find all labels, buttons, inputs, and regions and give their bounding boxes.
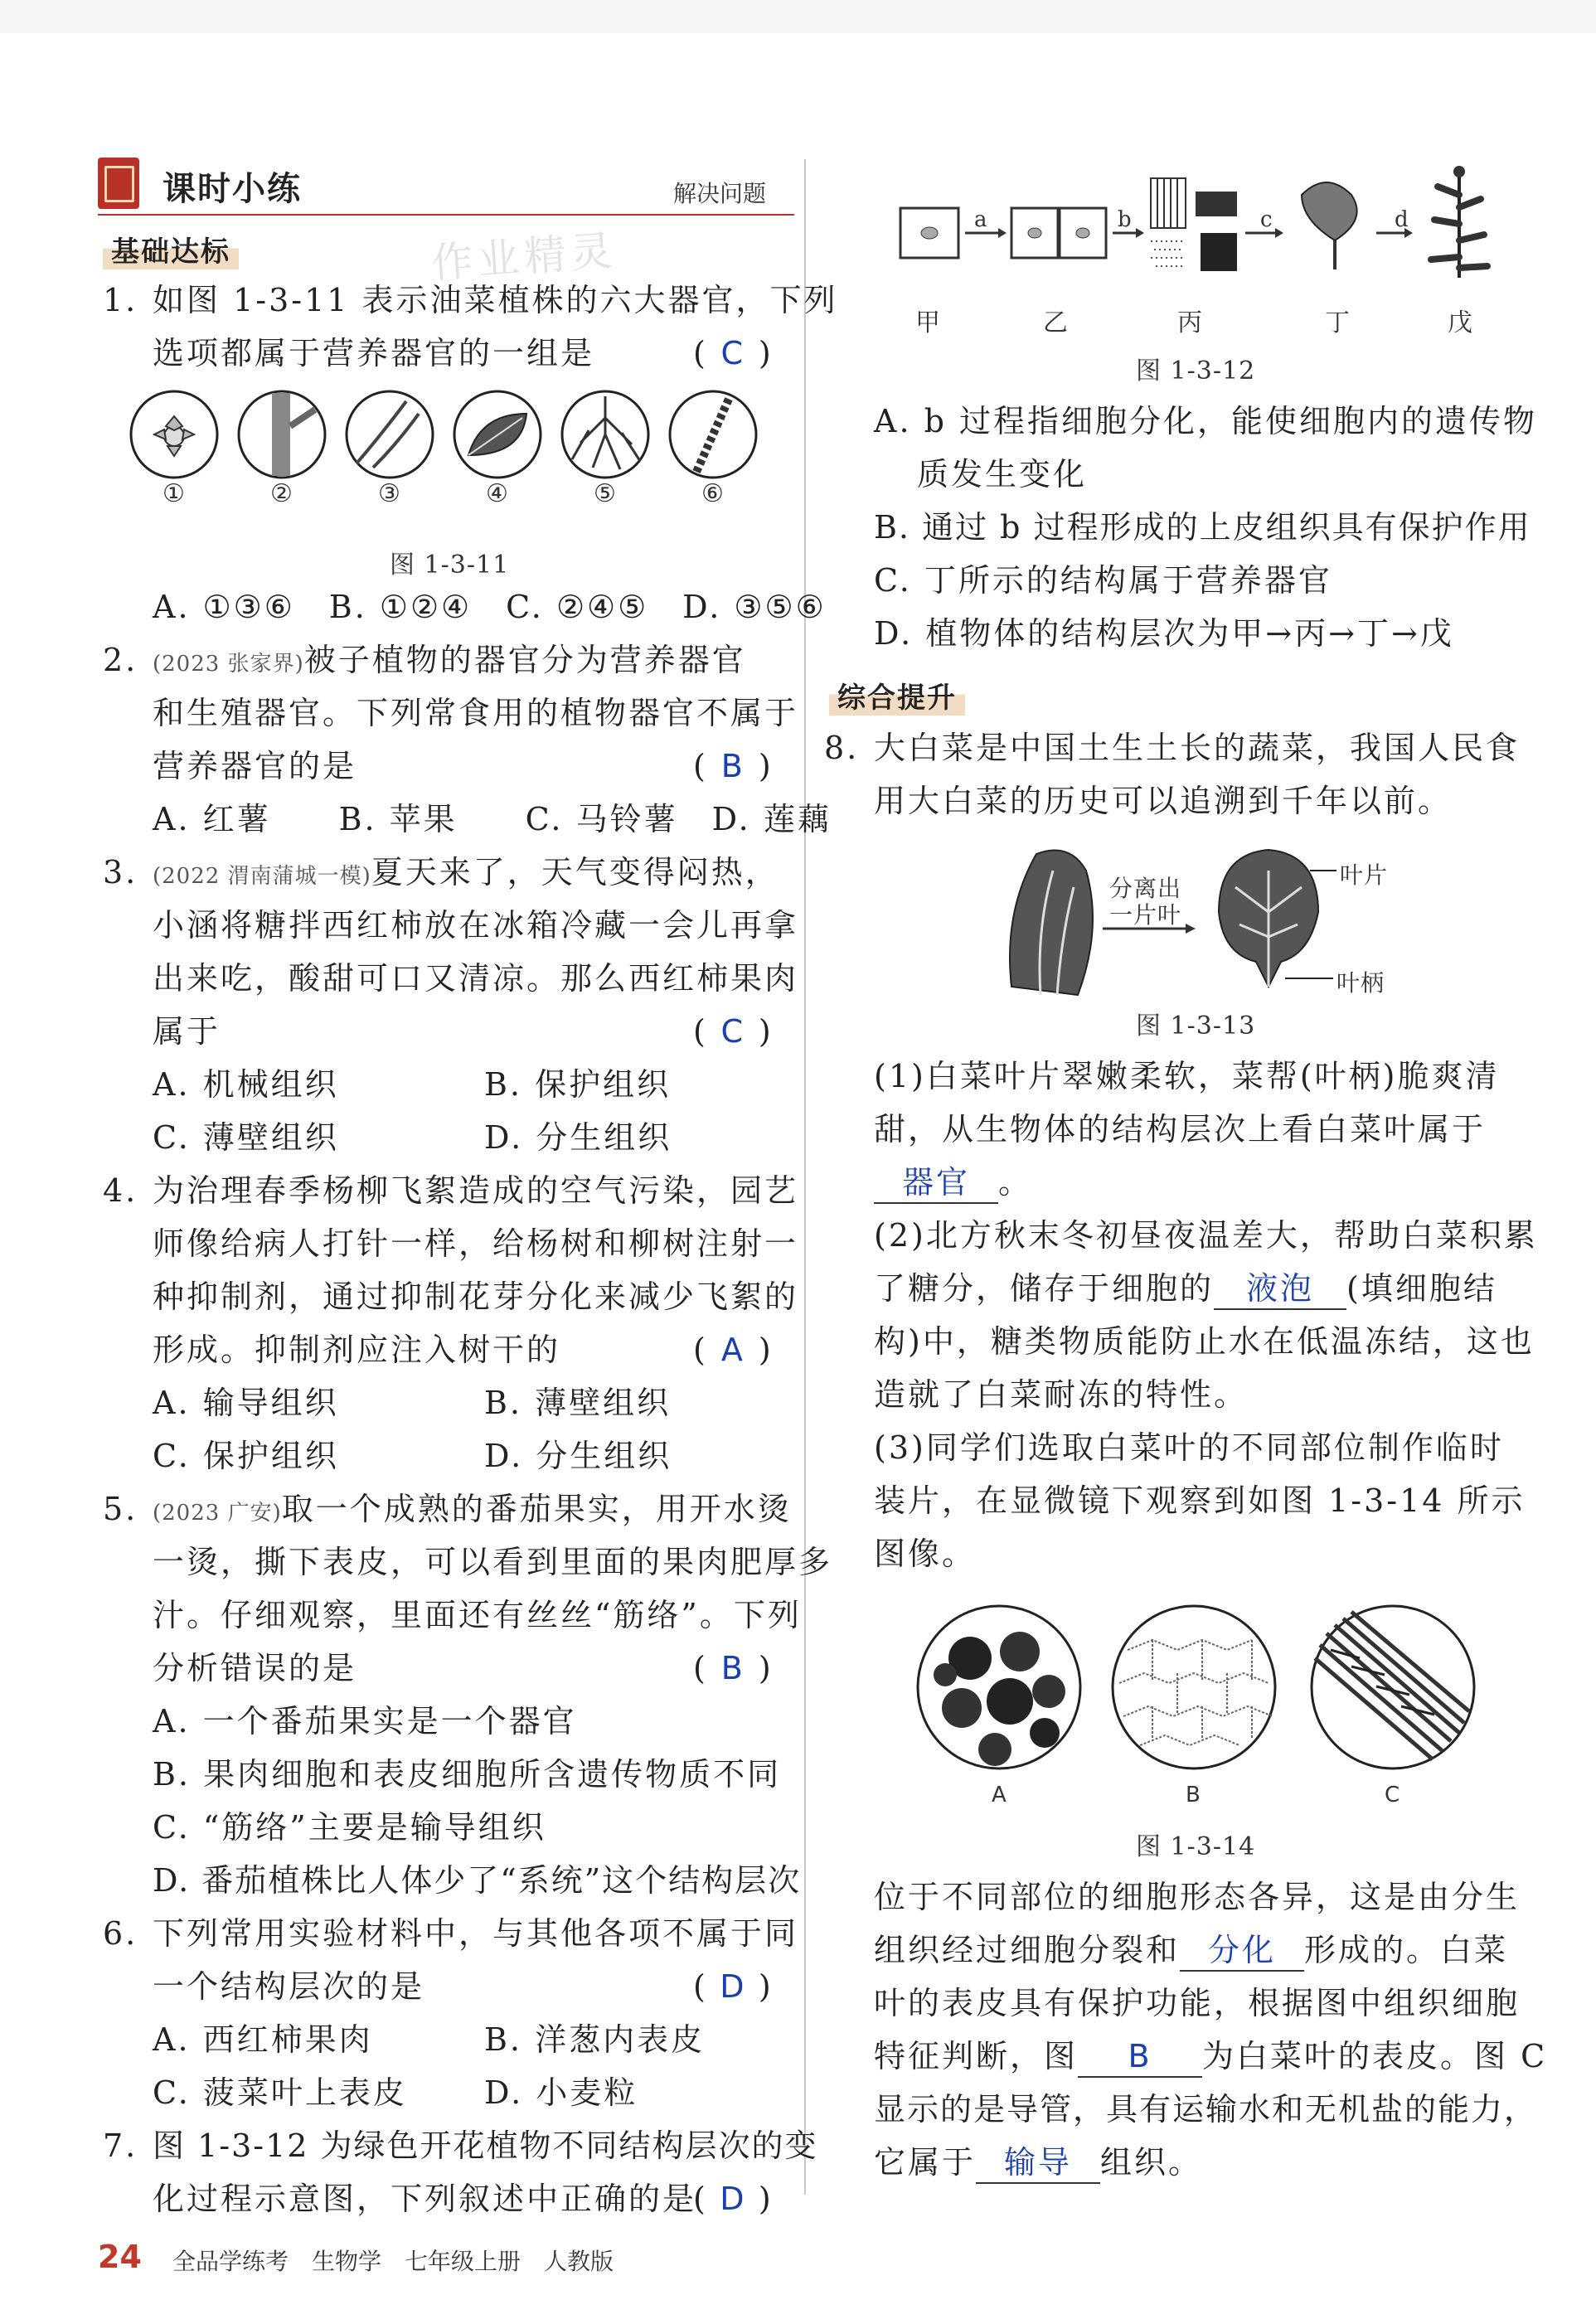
q8-p2-line1: (2)北方秋末冬初昼夜温差大，帮助白菜积累	[874, 1217, 1538, 1254]
q5-answer-paren: ( B )	[693, 1642, 771, 1695]
q4-line3: 种抑制剂，通过抑制花芽分化来减少飞絮的	[153, 1278, 799, 1315]
q1-options: A. ①③⑥ B. ①②④ C. ②④⑤ D. ③⑤⑥	[153, 589, 827, 625]
q8-p3-line9a: 它属于	[874, 2144, 977, 2181]
q4-option-c: C. 保护组织	[153, 1438, 339, 1474]
fig-1-3-12-caption: 图 1-3-12	[1136, 357, 1256, 386]
q6-option-c: C. 菠菜叶上表皮	[153, 2074, 407, 2111]
q8-p3-line5	[874, 1924, 1508, 1977]
q1-answer-paren: ( C )	[693, 327, 771, 380]
q3-source: (2022 渭南蒲城一模)	[153, 864, 371, 889]
arrow-d-label: d	[1395, 207, 1409, 232]
q1-figure	[124, 385, 771, 517]
q7-option-d: D. 植物体的结构层次为甲→丙→丁→戊	[874, 615, 1454, 652]
q1-number: 1.	[103, 282, 138, 318]
page-subtitle: 解决问题	[673, 180, 767, 207]
fig13-label-blade: 叶片	[1340, 861, 1389, 889]
q1-label-4: ④	[486, 479, 509, 508]
stage-tissues-image	[1151, 178, 1237, 271]
q3-number: 3.	[103, 854, 138, 890]
q3-option-c: C. 薄壁组织	[153, 1119, 339, 1156]
q8-p3-line6: 叶的表皮具有保护功能，根据图中组织细胞	[874, 1985, 1521, 2021]
q8-p2-line2b: (填细胞结	[1346, 1270, 1497, 1307]
q5-line4: 分析错误的是	[153, 1650, 357, 1686]
q6-line2: 一个结构层次的是	[153, 1968, 425, 2005]
q8-p2-line4: 造就了白菜耐冻的特性。	[874, 1376, 1249, 1413]
q5-source: (2023 广安)	[153, 1501, 282, 1526]
q7-answer: D	[720, 2181, 745, 2217]
stage-cell-image	[900, 208, 958, 258]
q8-p1-line2: 甜，从生物体的结构层次上看白菜叶属于	[874, 1111, 1487, 1147]
q6-option-d: D. 小麦粒	[484, 2074, 638, 2111]
q8-p1-line3	[874, 1156, 1032, 1209]
q1-caption: 图 1-3-11	[390, 551, 510, 580]
stage-two-cells-image	[1011, 208, 1106, 258]
q3-line4: 属于	[153, 1013, 221, 1050]
q8-p3-line7a: 特征判断，图	[874, 2038, 1079, 2074]
arrow-a-label: a	[974, 207, 988, 232]
q6-line1: 下列常用实验材料中，与其他各项不属于同	[153, 1915, 799, 1952]
q5-option-b: B. 果肉细胞和表皮细胞所含遗传物质不同	[153, 1756, 782, 1793]
q5-option-c: C. “筋络”主要是输导组织	[153, 1809, 546, 1846]
q8-p3-line5b: 形成的。白菜	[1304, 1932, 1509, 1968]
q4-number: 4.	[103, 1172, 138, 1209]
q1-line1: 如图 1-3-11 表示油菜植株的六大器官，下列	[153, 282, 838, 318]
fig-1-3-13	[995, 837, 1459, 1003]
watermark: 作业精灵	[429, 226, 619, 288]
stage-flower-image	[1302, 182, 1357, 269]
q8-p3-line3: 图像。	[874, 1536, 977, 1572]
q5-option-d: D. 番茄植株比人体少了“系统”这个结构层次	[153, 1862, 802, 1899]
fig13-label-petiole: 叶柄	[1336, 969, 1385, 997]
q7-line1: 图 1-3-12 为绿色开花植物不同结构层次的变	[153, 2128, 818, 2164]
fig-1-3-14	[912, 1600, 1492, 1791]
q5-answer: B	[720, 1650, 743, 1686]
q2-answer-paren: ( B )	[693, 740, 771, 793]
q8-p3-answer1: 分化	[1180, 1930, 1304, 1972]
fig14-label-b: B	[1186, 1783, 1201, 1807]
q2-line2: 和生殖器官。下列常食用的植物器官不属于	[153, 695, 799, 731]
q5-number: 5.	[103, 1491, 138, 1527]
micro-image-c	[1312, 1606, 1474, 1768]
stage-jia: 甲	[915, 308, 941, 337]
q7-number: 7.	[103, 2128, 138, 2164]
q3-answer-paren: ( C )	[693, 1005, 771, 1058]
q4-option-d: D. 分生组织	[484, 1438, 672, 1474]
q8-p1-answer: 器官	[874, 1162, 998, 1204]
q4-answer: A	[720, 1332, 743, 1368]
q4-line4: 形成。抑制剂应注入树干的	[153, 1332, 561, 1368]
organ-flower-image	[131, 391, 217, 478]
column-divider	[804, 159, 806, 2195]
q6-option-a: A. 西红柿果肉	[153, 2021, 373, 2058]
q7-option-c: C. 丁所示的结构属于营养器官	[874, 562, 1332, 599]
q3-line1-text: 夏天来了，天气变得闷热，	[371, 854, 779, 890]
page-top-edge	[0, 0, 1596, 33]
q5-line1	[153, 1482, 792, 1540]
cabbage-leaf-image	[1219, 850, 1336, 987]
section-advanced-title: 综合提升	[829, 675, 965, 716]
fig14-label-a: A	[992, 1783, 1007, 1807]
q3-line2: 小涵将糖拌西红柿放在冰箱冷藏一会儿再拿	[153, 907, 799, 944]
q4-line2: 师像给病人打针一样，给杨树和柳树注射一	[153, 1225, 799, 1262]
q6-answer-paren: ( D )	[693, 1960, 771, 2013]
fig-1-3-13-caption: 图 1-3-13	[1136, 1012, 1256, 1041]
q8-number: 8.	[824, 730, 860, 766]
q8-p2-line2	[874, 1262, 1497, 1315]
q2-options: A. 红薯 B. 苹果 C. 马铃薯 D. 莲藕	[153, 801, 832, 837]
q8-p3-line1: (3)同学们选取白菜叶的不同部位制作临时	[874, 1429, 1504, 1466]
section-basic-title: 基础达标	[103, 229, 239, 269]
q8-p3-answer2: B	[1078, 2036, 1202, 2078]
q1-line2: 选项都属于营养器官的一组是	[153, 335, 595, 371]
q6-answer: D	[720, 1968, 745, 2005]
q5-line1-text: 取一个成熟的番茄果实，用开水烫	[281, 1491, 792, 1527]
q1-answer: C	[720, 335, 744, 371]
q1-label-5: ⑤	[594, 479, 617, 508]
q8-p3-answer3: 输导	[976, 2142, 1100, 2184]
micro-image-a	[918, 1606, 1080, 1768]
stage-wu: 戊	[1448, 308, 1473, 337]
q6-number: 6.	[103, 1915, 138, 1952]
q8-p2-answer: 液泡	[1214, 1269, 1346, 1310]
q4-option-b: B. 薄壁组织	[484, 1385, 672, 1421]
q8-p1-end: 。	[998, 1164, 1033, 1201]
micro-image-b	[1113, 1606, 1275, 1768]
q1-label-1: ①	[163, 479, 186, 508]
organ-root-image	[562, 391, 648, 478]
organ-leaf-image	[454, 391, 541, 478]
q3-option-a: A. 机械组织	[153, 1066, 339, 1103]
q2-number: 2.	[103, 642, 138, 678]
arrow-c-label: c	[1260, 207, 1273, 232]
q8-p3-line5a: 组织经过细胞分裂和	[874, 1932, 1181, 1968]
page-number: 24	[98, 2239, 142, 2275]
q8-p3-line9	[874, 2136, 1202, 2189]
q8-p3-line9b: 组织。	[1100, 2144, 1203, 2181]
q8-p2-line3: 构)中，糖类物质能防止水在低温冻结，这也	[874, 1323, 1535, 1360]
q2-line3: 营养器官的是	[153, 748, 357, 784]
q7-option-b: B. 通过 b 过程形成的上皮组织具有保护作用	[874, 509, 1531, 546]
header-rule	[98, 214, 794, 216]
q1-label-2: ②	[270, 479, 293, 508]
cabbage-whole-image	[1010, 851, 1093, 996]
q7-line2: 化过程示意图，下列叙述中正确的是	[153, 2181, 697, 2217]
lesson-icon	[98, 158, 139, 209]
stage-plant-image	[1431, 166, 1487, 278]
q5-line2: 一烫，撕下表皮，可以看到里面的果肉肥厚多	[153, 1544, 833, 1580]
q8-p1-line1: (1)白菜叶片翠嫩柔软，菜帮(叶柄)脆爽清	[874, 1058, 1500, 1094]
q3-option-d: D. 分生组织	[484, 1119, 672, 1156]
q8-line1: 大白菜是中国土生土长的蔬菜，我国人民食	[874, 730, 1521, 766]
q8-p2-line2a: 了糖分，储存于细胞的	[874, 1270, 1215, 1307]
q3-line1	[153, 846, 779, 903]
fig14-label-c: C	[1385, 1783, 1401, 1807]
fig-1-3-14-caption: 图 1-3-14	[1136, 1832, 1256, 1861]
q8-p3-line7	[874, 2030, 1547, 2083]
stage-yi: 乙	[1043, 308, 1069, 337]
fig13-arrow-text1: 分离出	[1109, 875, 1182, 902]
q7-answer-paren: ( D )	[693, 2172, 771, 2225]
q8-line2: 用大白菜的历史可以追溯到千年以前。	[874, 783, 1453, 819]
q5-line3: 汁。仔细观察，里面还有丝丝“筋络”。下列	[153, 1597, 802, 1633]
organ-seed-image	[670, 391, 756, 478]
q3-answer: C	[720, 1013, 744, 1050]
q4-line1: 为治理春季杨柳飞絮造成的空气污染，园艺	[153, 1172, 799, 1209]
organ-stem-image	[239, 391, 325, 478]
q3-option-b: B. 保护组织	[484, 1066, 672, 1103]
q3-line3: 出来吃，酸甜可口又清凉。那么西红柿果肉	[153, 960, 799, 997]
arrow-b-label: b	[1118, 207, 1133, 232]
organ-fruit-image	[347, 391, 433, 478]
page-title: 课时小练	[163, 170, 302, 208]
q8-p3-line4: 位于不同部位的细胞形态各异，这是由分生	[874, 1879, 1521, 1915]
q2-source: (2023 张家界)	[153, 652, 304, 677]
q6-option-b: B. 洋葱内表皮	[484, 2021, 706, 2058]
q7-option-a-line1: A. b 过程指细胞分化，能使细胞内的遗传物	[874, 403, 1538, 439]
q8-p3-line2: 装片，在显微镜下观察到如图 1-3-14 所示	[874, 1482, 1526, 1519]
q1-label-6: ⑥	[701, 479, 725, 508]
q5-option-a: A. 一个番茄果实是一个器官	[153, 1703, 577, 1739]
q2-line1	[153, 633, 746, 691]
stage-ding: 丁	[1325, 308, 1351, 337]
q4-option-a: A. 输导组织	[153, 1385, 339, 1421]
stage-bing: 丙	[1177, 308, 1203, 337]
q2-answer: B	[720, 748, 743, 784]
q2-line1-text: 被子植物的器官分为营养器官	[303, 642, 746, 678]
q7-option-a-line2: 质发生变化	[917, 456, 1088, 492]
fig13-arrow-text2: 一片叶	[1109, 901, 1182, 929]
footer-text: 全品学练考 生物学 七年级上册 人教版	[172, 2248, 614, 2275]
q8-p3-line7b: 为白菜叶的表皮。图 C	[1202, 2038, 1548, 2074]
q8-p3-line8: 显示的是导管，具有运输水和无机盐的能力，	[874, 2091, 1538, 2128]
q4-answer-paren: ( A )	[693, 1323, 771, 1376]
q1-label-3: ③	[378, 479, 401, 508]
